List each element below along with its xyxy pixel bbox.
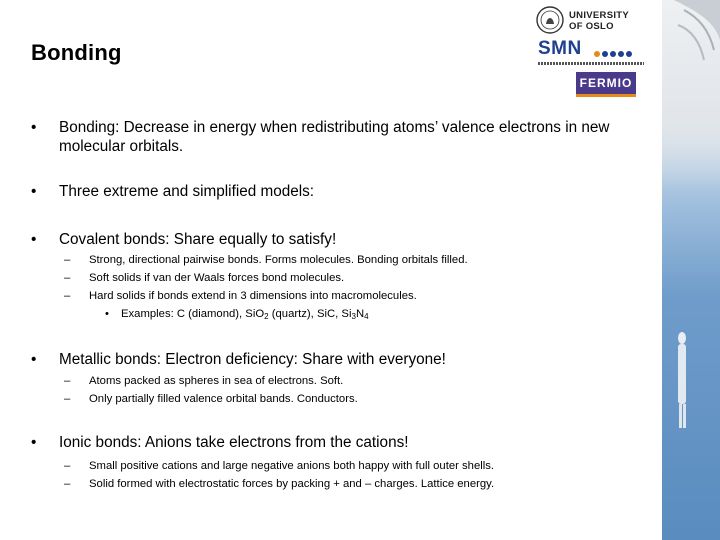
dash-marker: – (64, 254, 71, 266)
sub-bullet-text: Soft solids if van der Waals forces bond molecules. (89, 272, 345, 284)
sub-bullet-text: Small positive cations and large negative anions both happy with full outer shells. (89, 460, 495, 472)
bullet-marker: • (31, 183, 37, 200)
smn-dots-icon (594, 44, 634, 62)
bullet-marker: • (31, 434, 37, 451)
bullet-marker: • (31, 351, 37, 368)
slide-title: Bonding (31, 40, 122, 65)
fermio-logo: FERMIO (576, 72, 636, 97)
bullet-text: Three extreme and simplified models: (59, 183, 315, 200)
bullet-marker: • (31, 119, 37, 136)
examples-text: Examples: C (diamond), SiO$_2$ (quartz), SiC, $Si_3N_4$ (121, 308, 369, 321)
dash-marker: – (64, 460, 71, 472)
university-name: UNIVERSITY OF OSLO (569, 10, 630, 32)
sub-bullet-text: Hard solids if bonds extend in 3 dimensions into macromolecules. (89, 290, 417, 302)
decorative-side-strip (662, 0, 720, 540)
bullet-marker: • (31, 231, 37, 248)
dash-marker: – (64, 393, 71, 405)
dash-marker: – (64, 478, 71, 490)
bullet-text: Ionic bonds: Anions take electrons from the cations! (59, 434, 409, 451)
smn-logo: SMN (538, 38, 582, 59)
logo-group (536, 6, 648, 98)
sub-bullet-text: Atoms packed as spheres in sea of electrons. Soft. (89, 375, 344, 387)
university-seal-icon (536, 6, 564, 34)
sub-bullet-text: Solid formed with electrostatic forces by packing + and – charges. Lattice energy. (89, 478, 495, 490)
sub-bullet-text: Strong, directional pairwise bonds. Forms molecules. Bonding orbitals filled. (89, 254, 468, 266)
smn-tagline-line (538, 62, 644, 65)
dash-marker: – (64, 290, 71, 302)
bullet-marker: • (105, 308, 109, 320)
sculpture-head-image (664, 0, 720, 70)
sub-bullet-text: Only partially filled valence orbital bands. Conductors. (89, 393, 358, 405)
bullet-text: Bonding: Decrease in energy when redistributing atoms’ valence electrons in new molecular orbitals. (59, 119, 610, 155)
bullet-text: Metallic bonds: Electron deficiency: Share with everyone! (59, 351, 446, 368)
dash-marker: – (64, 375, 71, 387)
statue-figure-image (674, 330, 690, 430)
dash-marker: – (64, 272, 71, 284)
bullet-text: Covalent bonds: Share equally to satisfy! (59, 231, 337, 248)
